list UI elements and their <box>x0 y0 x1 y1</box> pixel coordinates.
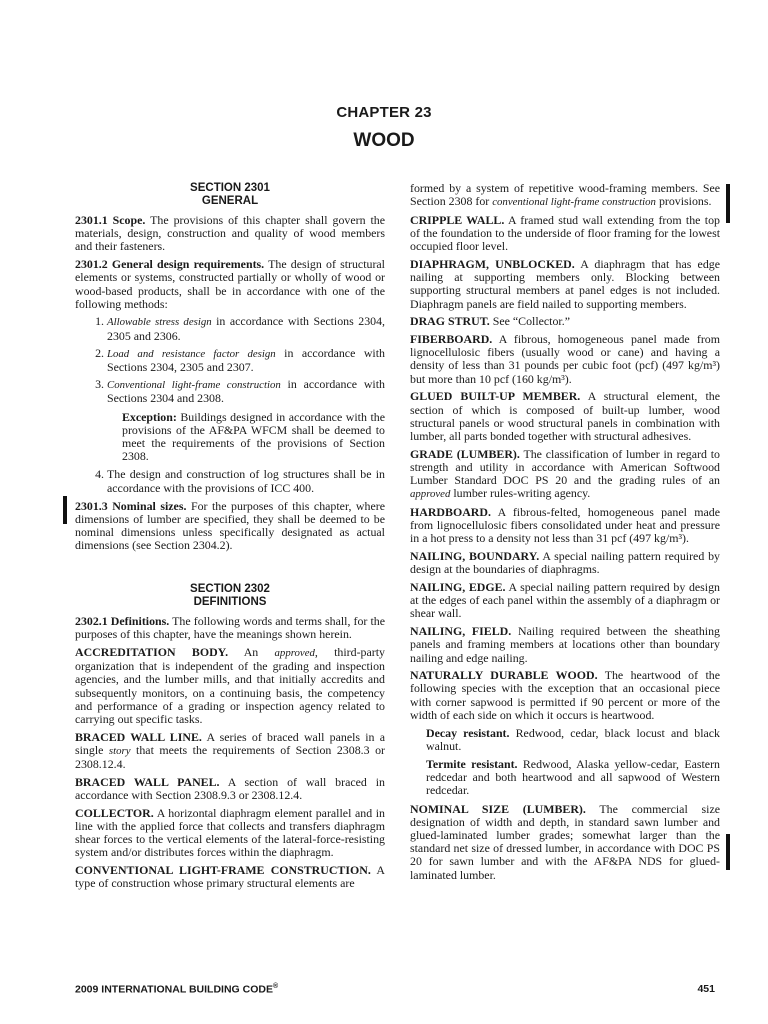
footer-publication-title: 2009 INTERNATIONAL BUILDING CODE® <box>75 983 279 996</box>
definition-naturally-durable-wood: NATURALLY DURABLE WOOD. The heartwood of the following species with the exception that an occasional piece with corner sapwood is permitted if 90 percent or more of the width of each side on which it occurs is heartwood. <box>410 668 720 722</box>
left-column <box>75 182 385 895</box>
definition-hardboard: HARDBOARD. A fibrous-felted, homogeneous panel made from lignocellulosic fibers consolidated under heat and pressure in a hot press to a density not less than 31 pcf (497 kg/m³). <box>410 504 720 546</box>
list-item: 4. The design and construction of log structures shall be in accordance with the provisions of ICC 400. <box>107 468 385 494</box>
paragraph-scope: 2301.1 Scope. The provisions of this chapter shall govern the materials, design, construction and quality of wood members and their fasteners. <box>75 213 386 254</box>
definition-decay-resistant: Decay resistant. Redwood, cedar, black locust and black walnut. <box>426 725 720 753</box>
definition-conventional-light-frame: CONVENTIONAL LIGHT-FRAME CONSTRUCTION. A type of construction whose primary structural elements are <box>75 863 385 891</box>
change-bar <box>63 496 67 524</box>
definition-cripple-wall: CRIPPLE WALL. A framed stud wall extending from the top of the foundation to the underside of floor framing for the lowest occupied floor level. <box>410 212 720 254</box>
definition-collector: COLLECTOR. A horizontal diaphragm element parallel and in line with the applied force that collects and transfers diaphragm shear forces to the vertical elements of the lateral-force-resisting system and/or distributes forces within the diaphragm. <box>75 805 385 860</box>
definition-fiberboard: FIBERBOARD. A fibrous, homogeneous panel made from lignocellulosic fibers (usually wood or cane) and having a density of less than 31 pounds per cubic foot (pcf) (497 kg/m³) but more than 10 pcf (160 kg/m³). <box>410 332 720 386</box>
design-methods-list <box>75 315 385 405</box>
section-2301-heading: SECTION 2301 GENERAL <box>190 182 270 207</box>
definition-accreditation-body: ACCREDITATION BODY. An approved, third-party organization that is independent of the grading and inspection agencies, and the lumber mills, and that initially accredits and subsequently monitors, on a continuing basis, the competency and performance of a grading or inspection agency related to carrying out specific tasks. <box>75 645 385 727</box>
definition-diaphragm-unblocked: DIAPHRAGM, UNBLOCKED. A diaphragm that has edge nailing at supporting members only. Blocking between supporting structural members at panel edges is not included. Diaphragm panels are field nailed to supporting members. <box>410 257 720 311</box>
definition-glued-built-up-member: GLUED BUILT-UP MEMBER. A structural element, the section of which is composed of built-up lumber, wood structural panels or wood structural panels in combination with lumber, all parts bonded together with structural adhesives. <box>410 389 720 443</box>
definition-braced-wall-line: BRACED WALL LINE. A series of braced wall panels in a single story that meets the requirements of Section 2308.3 or 2308.12.4. <box>75 729 386 772</box>
definition-conventional-continued: formed by a system of repetitive wood-framing members. See Section 2308 for conventional light-frame construction provisions. <box>410 181 720 209</box>
design-methods-list-continued <box>75 468 385 494</box>
paragraph-nominal-sizes: 2301.3 Nominal sizes. For the purposes of this chapter, where dimensions of lumber are specified, they shall be deemed to be nominal dimensions unless specifically designated as actual dimensions (see Section 2304.2). <box>75 498 385 553</box>
definition-termite-resistant: Termite resistant. Redwood, Alaska yellow-cedar, Eastern redcedar and both heartwood and all sapwood of Western redcedar. <box>426 756 720 798</box>
change-bar <box>726 834 730 870</box>
definition-drag-strut: DRAG STRUT. See “Collector.” <box>410 314 570 329</box>
exception-note: Exception: Buildings designed in accordance with the provisions of the AF&PA WFCM shall be deemed to meet the requirements of the provisions of Section 2308. <box>122 409 385 464</box>
definition-nailing-boundary: NAILING, BOUNDARY. A special nailing pattern required by design at the boundaries of diaphragms. <box>410 549 720 577</box>
section-2302-heading: SECTION 2302 DEFINITIONS <box>190 583 270 609</box>
paragraph-definitions: 2302.1 Definitions. The following words and terms shall, for the purposes of this chapter, have the meanings shown herein. <box>75 614 385 642</box>
list-item: 3. Conventional light-frame construction in accordance with Sections 2304 and 2308. <box>107 378 385 405</box>
right-column <box>410 182 720 886</box>
chapter-label: CHAPTER 23 <box>336 104 432 121</box>
definition-grade-lumber: GRADE (LUMBER). The classification of lumber in regard to strength and utility in accordance with American Softwood Lumber Standard DOC PS 20 and the grading rules of an approved lumber rules-writing agency. <box>410 446 720 501</box>
definition-nailing-field: NAILING, FIELD. Nailing required between the sheathing panels and framing members at locations other than boundary nailing and edge nailing. <box>410 624 720 665</box>
paragraph-design-requirements: 2301.2 General design requirements. The design of structural elements or systems, constructed partially or wholly of wood or wood-based products, shall be in accordance with one of the following methods: <box>75 257 385 311</box>
definition-nailing-edge: NAILING, EDGE. A special nailing pattern required by design at the edges of each panel within the assembly of a diaphragm or shear wall. <box>410 579 720 621</box>
change-bar <box>726 184 730 223</box>
list-item: 2. Load and resistance factor design in accordance with Sections 2304, 2305 and 2307. <box>107 347 385 374</box>
chapter-title: WOOD <box>353 130 415 151</box>
definition-nominal-size: NOMINAL SIZE (LUMBER). The commercial size designation of width and depth, in standard sawn lumber and glued-laminated lumber grades; somewhat larger than the standard net size of dressed lumber, in accordance with DOC PS 20 for sawn lumber and with the AF&PA NDS for glued-laminated lumber. <box>410 801 720 882</box>
definition-braced-wall-panel: BRACED WALL PANEL. A section of wall braced in accordance with Section 2308.9.3 or 2308.12.4. <box>75 774 385 803</box>
page-number: 451 <box>697 983 715 995</box>
list-item: 1. Allowable stress design in accordance with Sections 2304, 2305 and 2306. <box>107 315 385 342</box>
